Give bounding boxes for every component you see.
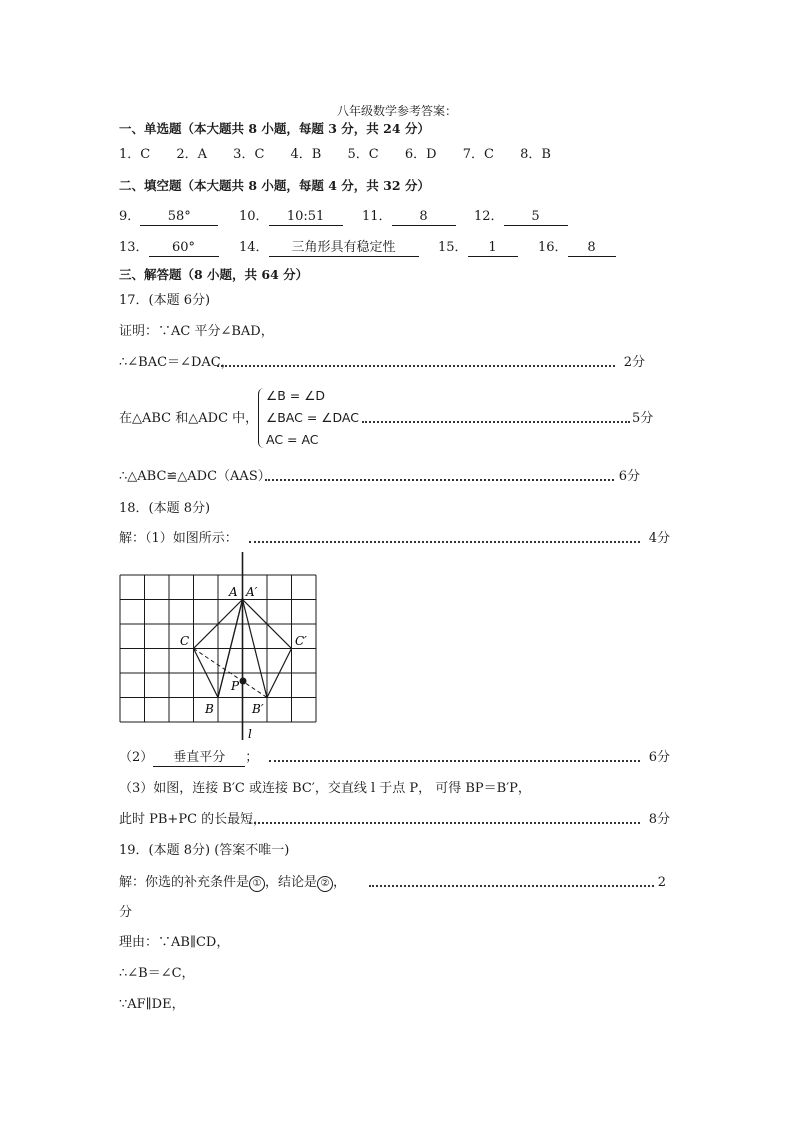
- label-a: A: [229, 585, 238, 599]
- label-c-prime: C′: [295, 634, 307, 648]
- system-line: AC = AC: [266, 432, 319, 447]
- mc-answer: 1．C: [119, 147, 151, 162]
- q18-part3b: 此时 PB+PC 的长最短， 8分: [119, 812, 670, 827]
- leader-dots: [362, 421, 630, 423]
- fill-item: 13． 60°: [119, 239, 219, 257]
- score: 6分: [648, 750, 670, 765]
- score: 2: [657, 875, 666, 890]
- score: 8分: [648, 812, 670, 827]
- section-2-heading: 二、填空题（本大题共 8 小题，每题 4 分，共 32 分）: [119, 178, 430, 193]
- label-l: l: [248, 727, 252, 741]
- mc-answer: 8．B: [520, 147, 551, 162]
- q19-score-unit: 分: [119, 905, 133, 920]
- answer-blank: 5: [504, 209, 568, 226]
- q19-title: 19．(本题 8分) (答案不唯一): [119, 843, 290, 858]
- answer-blank: 10:51: [269, 209, 343, 226]
- fill-item: 10． 10:51: [239, 208, 343, 226]
- fill-item: 16． 8: [538, 239, 616, 257]
- q17-conclusion: ∴△ABC≌△ADC（AAS） 6分: [119, 469, 640, 484]
- q18-part2: （2） 垂直平分 ； 6分: [119, 750, 670, 765]
- answer-blank: 60°: [149, 240, 219, 257]
- mc-answer: 2．A: [176, 147, 208, 162]
- conclusion-marker: ②: [317, 876, 333, 892]
- fill-item: 14． 三角形具有稳定性: [239, 239, 419, 257]
- fill-item: 9． 58°: [119, 208, 218, 226]
- label-p: P: [231, 679, 240, 693]
- score: 5分: [632, 411, 654, 426]
- score: 6分: [618, 469, 640, 484]
- q19-reason: 理由：∵AB∥CD，: [119, 935, 230, 950]
- answer-blank: 8: [568, 240, 616, 257]
- mc-answers: [119, 146, 573, 164]
- label-c: C: [180, 634, 190, 648]
- fill-item: 11． 8: [362, 208, 456, 226]
- label-b-prime: B′: [252, 702, 264, 716]
- fill-item: 15． 1: [438, 239, 518, 257]
- answer-blank: 垂直平分: [153, 750, 245, 767]
- condition-marker: ①: [249, 876, 265, 892]
- mc-answer: 6．D: [404, 147, 437, 162]
- q18-title: 18．(本题 8分): [119, 501, 211, 516]
- grid-figure: [110, 548, 330, 748]
- mc-answer: 7．C: [462, 147, 494, 162]
- q17-step1: ∴∠BAC＝∠DAC， 2分: [119, 355, 645, 370]
- system-line: ∠B = ∠D: [266, 388, 326, 403]
- page-title: 八年级数学参考答案：: [336, 104, 457, 118]
- q18-part1: 解：（1）如图所示： 4分: [119, 531, 670, 546]
- label-b: B: [205, 702, 214, 716]
- system-line: ∠BAC = ∠DAC: [266, 410, 359, 425]
- label-a-prime: A′: [246, 585, 258, 599]
- q18-part3: （3）如图，连接 B′C 或连接 BC′，交直线 l 于点 P， 可得 BP＝B′P，: [119, 781, 531, 796]
- section-1-heading: 一、单选题（本大题共 8 小题，每题 3 分，共 24 分）: [119, 121, 430, 136]
- mc-answer: 4．B: [290, 147, 322, 162]
- answer-blank: 1: [468, 240, 518, 257]
- fill-item: 12． 5: [474, 208, 568, 226]
- answer-blank: 8: [392, 209, 456, 226]
- point-p: [240, 678, 247, 685]
- q19-step2: ∵AF∥DE，: [119, 997, 185, 1012]
- score: 2分: [623, 355, 645, 370]
- section-3-heading: 三、解答题（8 小题，共 64 分）: [119, 267, 309, 282]
- mc-answer: 3．C: [233, 147, 265, 162]
- answer-blank: 三角形具有稳定性: [269, 240, 419, 257]
- q17-proof-start: 证明：∵AC 平分∠BAD，: [119, 324, 274, 339]
- score: 4分: [648, 531, 670, 546]
- q19-line1: 解：你选的补充条件是 ① ，结论是 ② ， 2: [119, 875, 666, 890]
- q17-title: 17．(本题 6分): [119, 293, 211, 308]
- mc-answer: 5．C: [347, 147, 379, 162]
- q19-step1: ∴∠B＝∠C，: [119, 966, 195, 981]
- q17-in-triangles: 在△ABC 和△ADC 中，: [119, 411, 259, 426]
- answer-blank: 58°: [140, 209, 218, 226]
